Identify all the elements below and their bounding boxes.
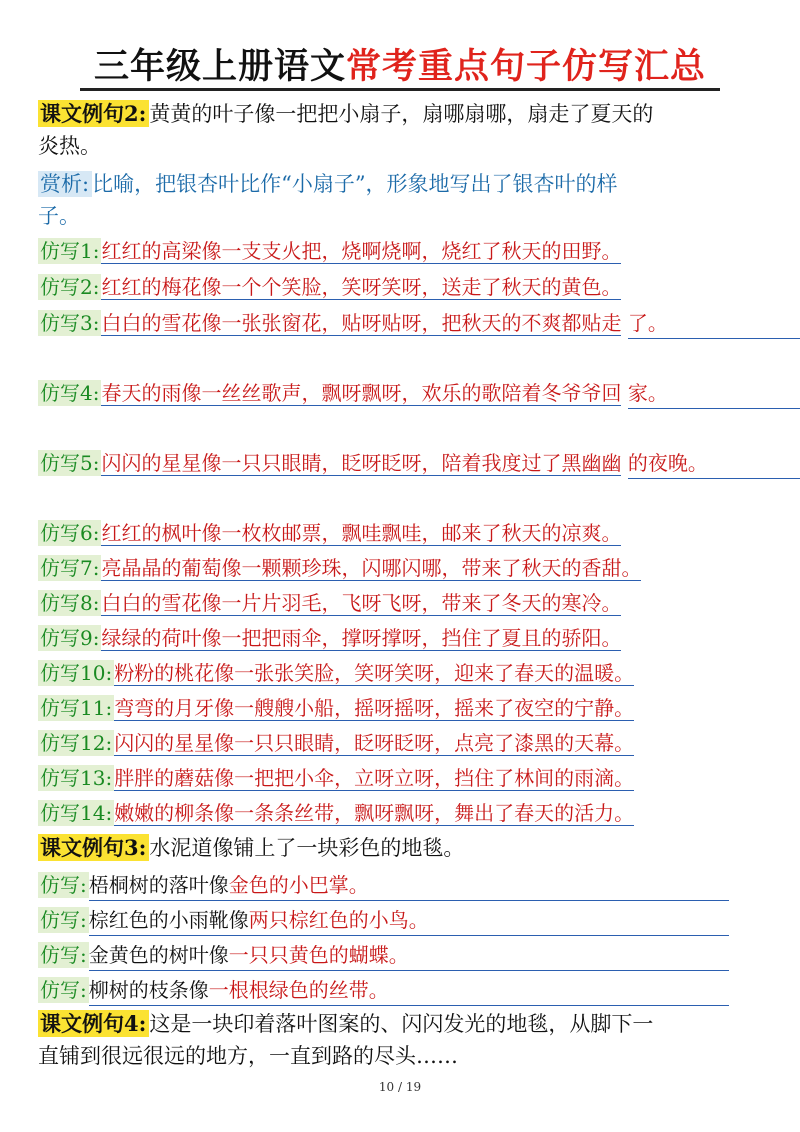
example4-block [38, 1008, 768, 1072]
imitation-label: 仿写4: [40, 381, 100, 405]
example3-text: 水泥道像铺上了一块彩色的地毯。 [149, 836, 465, 860]
imitation-item-13 [38, 763, 768, 793]
example3-imitation-3 [38, 940, 768, 971]
title-part-topic: 常考重点句子仿写汇总 [346, 46, 707, 87]
imitation-label: 仿写9: [40, 626, 100, 650]
example3-imitation-1 [38, 870, 768, 901]
imitation-sentence: 粉粉的桃花像一张张笑脸，笑呀笑呀，迎来了春天的温暖。 [114, 661, 635, 685]
imitation-sentence-cont: 了。 [628, 308, 800, 339]
imitation-label: 仿写2: [40, 275, 100, 299]
example2-text-line2: 炎热。 [38, 134, 101, 158]
imitation-answer: 金色的小巴掌。 [228, 873, 369, 897]
imitation-item-10 [38, 658, 768, 688]
example3-imitation-4 [38, 975, 768, 1006]
imitation-label: 仿写3: [40, 311, 100, 335]
imitation-label: 仿写13: [40, 766, 113, 790]
imitation-label: 仿写8: [40, 591, 100, 615]
imitation-prefix: 棕红色的小雨靴像 [88, 908, 249, 932]
imitation-label: 仿写11: [40, 696, 113, 720]
imitation-answer: 两只棕红色的小鸟。 [248, 908, 429, 932]
imitation-answer: 一根根绿色的丝带。 [208, 978, 389, 1002]
imitation-sentence: 红红的枫叶像一枚枚邮票，飘哇飘哇，邮来了秋天的凉爽。 [101, 521, 622, 545]
imitation-label: 仿写1: [40, 239, 100, 263]
imitation-sentence: 弯弯的月牙像一艘艘小船，摇呀摇呀，摇来了夜空的宁静。 [114, 696, 635, 720]
imitation-item-8 [38, 588, 768, 618]
imitation-label: 仿写5: [40, 451, 100, 475]
imitation-sentence: 闪闪的星星像一只只眼睛，眨呀眨呀，点亮了漆黑的天幕。 [114, 731, 635, 755]
imitation-prefix: 金黄色的树叶像 [88, 943, 229, 967]
analysis-text-line2: 子。 [38, 204, 80, 228]
imitation-label: 仿写14: [40, 801, 113, 825]
imitation-sentence: 胖胖的蘑菇像一把把小伞，立呀立呀，挡住了林间的雨滴。 [114, 766, 635, 790]
imitation-prefix: 柳树的枝条像 [88, 978, 209, 1002]
imitation-sentence: 嫩嫩的柳条像一条条丝带，飘呀飘呀，舞出了春天的活力。 [114, 801, 635, 825]
imitation-sentence: 白白的雪花像一张张窗花，贴呀贴呀，把秋天的不爽都贴走 [101, 311, 622, 335]
title-part-grade: 三年级上册语文 [93, 46, 346, 87]
imitation-item-2 [38, 272, 768, 302]
imitation-label: 仿写12: [40, 731, 113, 755]
imitation-sentence: 亮晶晶的葡萄像一颗颗珍珠，闪哪闪哪，带来了秋天的香甜。 [101, 556, 642, 580]
analysis-block [38, 168, 768, 232]
title-underline [80, 88, 720, 91]
imitation-item-1 [38, 236, 768, 266]
imitation-sentence: 红红的梅花像一个个笑脸，笑呀笑呀，送走了秋天的黄色。 [101, 275, 622, 299]
imitation-label: 仿写7: [40, 556, 100, 580]
imitation-answer: 一只只黄色的蝴蝶。 [228, 943, 409, 967]
analysis-text-line1: 比喻，把银杏叶比作“小扇子”，形象地写出了银杏叶的样 [92, 172, 618, 196]
imitation-sentence: 春天的雨像一丝丝歌声，飘呀飘呀，欢乐的歌陪着冬爷爷回 [101, 381, 622, 405]
imitation-label: 仿写: [40, 978, 87, 1002]
imitation-label: 仿写: [40, 873, 87, 897]
imitation-label: 仿写6: [40, 521, 100, 545]
example3-block [38, 832, 768, 864]
example4-text-line2: 直铺到很远很远的地方，一直到路的尽头…… [38, 1044, 458, 1068]
analysis-label: 赏析: [38, 171, 92, 197]
imitation-sentence-cont: 的夜晚。 [628, 448, 800, 479]
example2-block [38, 98, 768, 162]
imitation-item-12 [38, 728, 768, 758]
imitation-sentence-cont: 家。 [628, 378, 800, 409]
imitation-item-3 [38, 308, 768, 339]
example3-imitation-2 [38, 905, 768, 936]
imitation-label: 仿写: [40, 943, 87, 967]
example4-text-line1: 这是一块印着落叶图案的、闪闪发光的地毯，从脚下一 [149, 1012, 654, 1036]
example2-label: 课文例句2: [38, 100, 149, 127]
imitation-item-7 [38, 553, 768, 583]
imitation-item-14 [38, 798, 768, 828]
imitation-item-6 [38, 518, 768, 548]
example2-text-line1: 黄黄的叶子像一把把小扇子，扇哪扇哪，扇走了夏天的 [149, 102, 654, 126]
imitation-item-11 [38, 693, 768, 723]
imitation-sentence: 闪闪的星星像一只只眼睛，眨呀眨呀，陪着我度过了黑幽幽 [101, 451, 622, 475]
imitation-sentence: 红红的高梁像一支支火把，烧啊烧啊，烧红了秋天的田野。 [101, 239, 622, 263]
page-number: 10 / 19 [378, 1080, 422, 1094]
imitation-label: 仿写10: [40, 661, 113, 685]
imitation-prefix: 梧桐树的落叶像 [88, 873, 229, 897]
imitation-sentence: 绿绿的荷叶像一把把雨伞，撑呀撑呀，挡住了夏且的骄阳。 [101, 626, 622, 650]
imitation-item-4 [38, 378, 768, 409]
imitation-sentence: 白白的雪花像一片片羽毛，飞呀飞呀，带来了冬天的寒冷。 [101, 591, 622, 615]
imitation-label: 仿写: [40, 908, 87, 932]
example3-label: 课文例句3: [38, 834, 149, 861]
example4-label: 课文例句4: [38, 1010, 149, 1037]
page-title [0, 44, 800, 90]
imitation-item-5 [38, 448, 768, 479]
imitation-item-9 [38, 623, 768, 653]
